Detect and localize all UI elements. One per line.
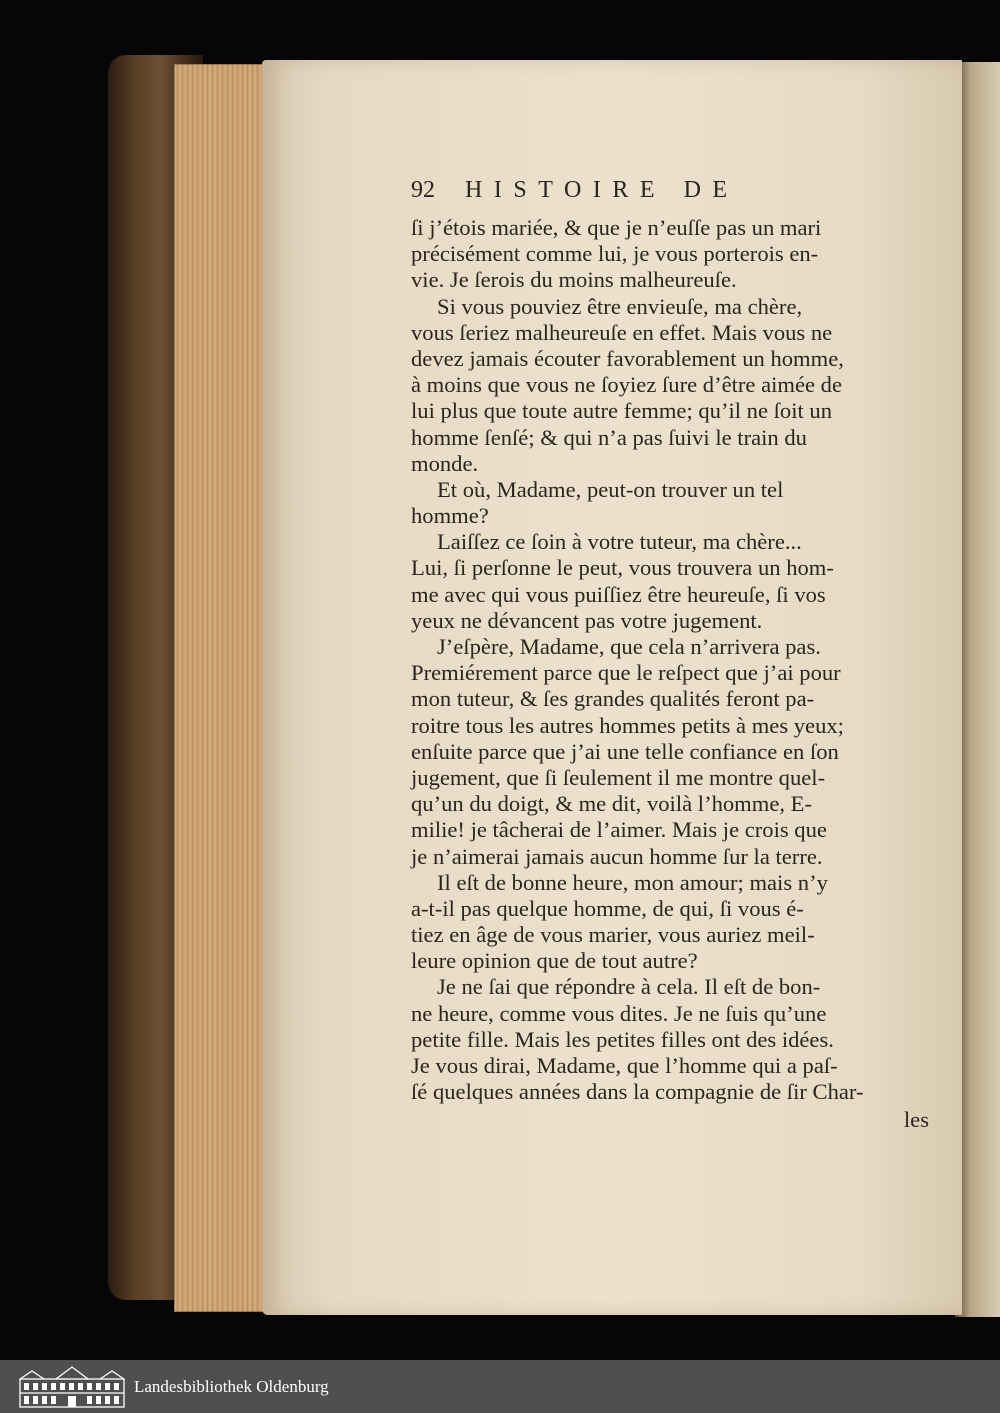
text-line: Et où, Madame, peut-on trouver un tel <box>437 476 784 502</box>
library-building-icon <box>18 1365 126 1409</box>
text-line: lui plus que toute autre femme; qu’il ne ſoit un <box>411 398 833 424</box>
text-line: roitre tous les autres hommes petits à mes yeux; <box>411 712 844 738</box>
text-line: ne heure, comme vous dites. Je ne ſuis qu’une <box>411 1000 827 1026</box>
text-line: a-t-il pas quelque homme, de qui, ſi vous é- <box>411 895 804 921</box>
text-line: ſé quelques années dans la compagnie de ſir Char- <box>411 1079 864 1105</box>
text-line: jugement, que ſi ſeulement il me montre quel- <box>411 764 826 790</box>
text-line: Laiſſez ce ſoin à votre tuteur, ma chère... <box>437 529 802 555</box>
text-line: vous ſeriez malheureuſe en effet. Mais vous ne <box>411 319 833 345</box>
text-line: je n’aimerai jamais aucun homme ſur la terre. <box>411 843 823 869</box>
text-line: petite fille. Mais les petites filles ont des idées. <box>411 1026 834 1052</box>
text-line: Il eſt de bonne heure, mon amour; mais n’y <box>437 869 828 895</box>
text-line: devez jamais écouter favorablement un homme, <box>411 345 844 371</box>
text-line: Je vous dirai, Madame, que l’homme qui a paſ- <box>411 1053 838 1078</box>
text-line: à moins que vous ne ſoyiez ſure d’être aimée de <box>411 372 843 398</box>
text-line: ſi j’étois mariée, & que je n’euſſe pas un mari <box>411 215 822 240</box>
text-line: enſuite parce que j’ai une telle confiance en ſon <box>411 738 839 764</box>
library-name: Landesbibliothek Oldenburg <box>134 1376 329 1396</box>
text-line: mon tuteur, & ſes grandes qualités feront pa- <box>411 686 815 712</box>
page-header <box>411 175 929 215</box>
library-footer <box>0 1360 1000 1413</box>
text-line: yeux ne dévancent pas votre jugement. <box>411 607 763 633</box>
text-line: leure opinion que de tout autre? <box>411 948 698 974</box>
text-line: tiez en âge de vous marier, vous auriez meil- <box>411 922 815 948</box>
text-line: vie. Je ſerois du moins malheureuſe. <box>411 267 737 293</box>
page-number: 92 <box>411 177 435 203</box>
page-text-block <box>411 175 929 1133</box>
text-line: Lui, ſi perſonne le peut, vous trouvera un hom- <box>411 555 834 581</box>
text-line: monde. <box>411 450 479 476</box>
text-line: milie! je tâcherai de l’aimer. Mais je crois que <box>411 817 827 843</box>
text-line: homme? <box>411 503 489 529</box>
text-line: Si vous pouviez être envieuſe, ma chère, <box>437 293 803 319</box>
text-line: Je ne ſai que répondre à cela. Il eſt de bon- <box>437 974 821 1000</box>
text-line: homme ſenſé; & qui n’a pas ſuivi le train du <box>411 424 807 450</box>
page-fore-edge <box>174 64 274 1312</box>
text-line: me avec qui vous puiſſiez être heureuſe, ſi vos <box>411 581 826 607</box>
catchword: les <box>903 1107 929 1133</box>
running-title: HISTOIRE DE <box>465 177 739 203</box>
text-line: qu’un du doigt, & me dit, voilà l’homme, E- <box>411 791 812 817</box>
text-line: précisément comme lui, je vous porterois en- <box>411 241 819 267</box>
text-line: J’eſpère, Madame, que cela n’arrivera pas. <box>437 634 821 659</box>
text-line: Premiérement parce que le reſpect que j’ai pour <box>411 660 841 686</box>
